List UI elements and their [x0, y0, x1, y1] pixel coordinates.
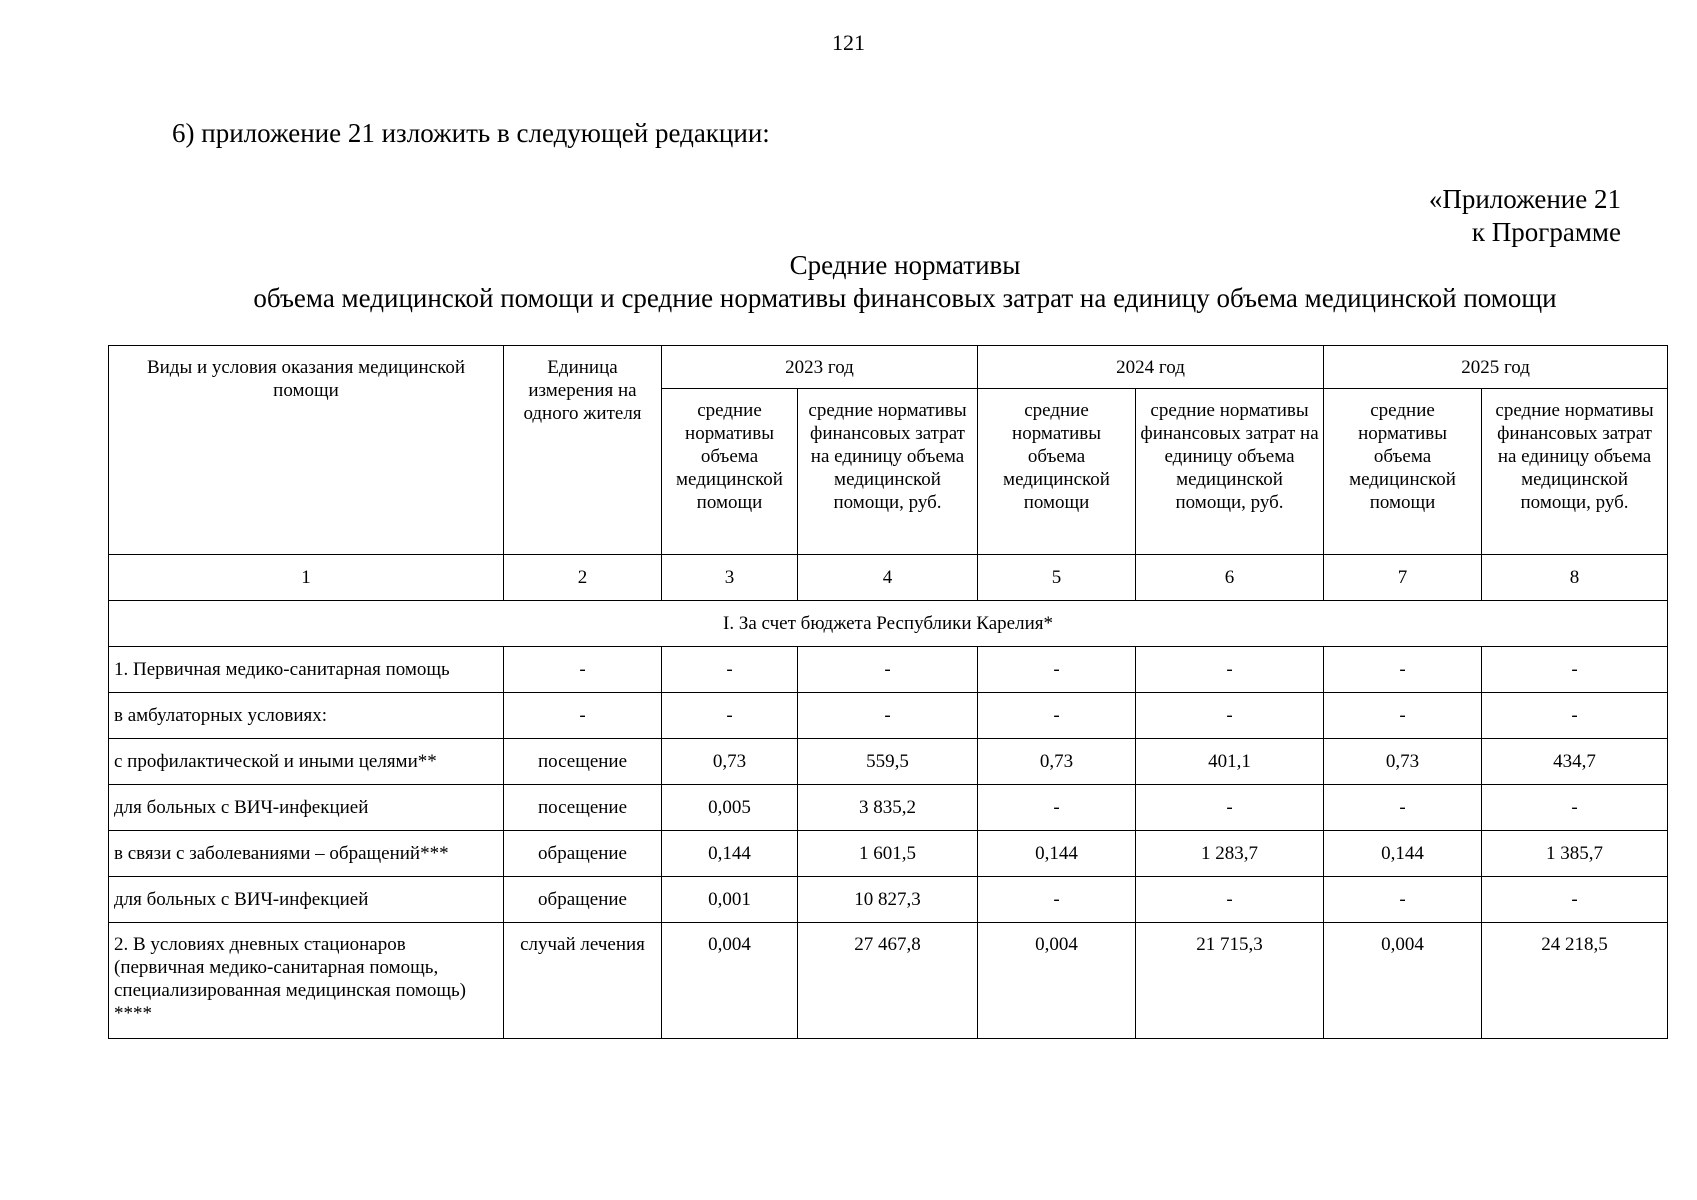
volume-2024: - [978, 647, 1136, 693]
table-row [109, 877, 1668, 923]
header-cost-2024: средние нормативы финансовых затрат на единицу объема медицинской помощи, руб. [1136, 389, 1324, 555]
row-unit: обращение [504, 831, 662, 877]
cost-2023: 3 835,2 [798, 785, 978, 831]
cost-2023: - [798, 693, 978, 739]
appendix-reference [1429, 183, 1621, 249]
header-volume-2023: средние нормативы объема медицинской помощи [662, 389, 798, 555]
row-name: для больных с ВИЧ-инфекцией [109, 877, 504, 923]
volume-2023: - [662, 693, 798, 739]
column-numbers-row [109, 555, 1668, 601]
volume-2023: 0,144 [662, 831, 798, 877]
table-row [109, 831, 1668, 877]
volume-2024: 0,144 [978, 831, 1136, 877]
header-year-2025: 2025 год [1324, 346, 1668, 389]
cost-2025: 24 218,5 [1482, 923, 1668, 1039]
appendix-line-1: «Приложение 21 [1428, 184, 1621, 214]
section-row [109, 601, 1668, 647]
cost-2024: 401,1 [1136, 739, 1324, 785]
row-name: с профилактической и иными целями** [109, 739, 504, 785]
table-row [109, 693, 1668, 739]
instruction-text: 6) приложение 21 изложить в следующей редакции: [172, 118, 770, 148]
header-year-2023: 2023 год [662, 346, 978, 389]
volume-2025: - [1324, 647, 1482, 693]
header-unit: Единица измерения на одного жителя [504, 346, 662, 555]
volume-2024: 0,004 [978, 923, 1136, 1039]
volume-2023: - [662, 647, 798, 693]
column-number: 3 [662, 555, 798, 601]
title-line-2: объема медицинской помощи и средние нормативы финансовых затрат на единицу объема медицинской помощи [253, 283, 1557, 313]
cost-2023: 10 827,3 [798, 877, 978, 923]
row-name: 2. В условиях дневных стационаров (первичная медико-санитарная помощь, специализированная медицинская помощь) **** [109, 923, 504, 1039]
row-name: в связи с заболеваниями – обращений*** [109, 831, 504, 877]
volume-2024: - [978, 693, 1136, 739]
cost-2025: 1 385,7 [1482, 831, 1668, 877]
row-unit: обращение [504, 877, 662, 923]
volume-2025: - [1324, 693, 1482, 739]
column-number: 2 [504, 555, 662, 601]
row-unit: посещение [504, 785, 662, 831]
cost-2024: - [1136, 647, 1324, 693]
volume-2025: - [1324, 785, 1482, 831]
header-cost-2023: средние нормативы финансовых затрат на единицу объема медицинской помощи, руб. [798, 389, 978, 555]
page-number: 121 [832, 30, 865, 55]
cost-2025: 434,7 [1482, 739, 1668, 785]
volume-2023: 0,005 [662, 785, 798, 831]
header-types: Виды и условия оказания медицинской помощи [109, 346, 504, 555]
cost-2025: - [1482, 877, 1668, 923]
row-unit: - [504, 693, 662, 739]
column-number: 8 [1482, 555, 1668, 601]
header-volume-2024: средние нормативы объема медицинской помощи [978, 389, 1136, 555]
cost-2023: 1 601,5 [798, 831, 978, 877]
appendix-line-2: к Программе [1471, 217, 1621, 247]
volume-2024: - [978, 785, 1136, 831]
row-unit: - [504, 647, 662, 693]
cost-2024: 21 715,3 [1136, 923, 1324, 1039]
cost-2024: 1 283,7 [1136, 831, 1324, 877]
title-line-1: Средние нормативы [789, 250, 1021, 280]
volume-2024: - [978, 877, 1136, 923]
cost-2024: - [1136, 877, 1324, 923]
volume-2025: 0,144 [1324, 831, 1482, 877]
header-row-years [109, 346, 1668, 389]
header-cost-2025: средние нормативы финансовых затрат на единицу объема медицинской помощи, руб. [1482, 389, 1668, 555]
cost-2024: - [1136, 785, 1324, 831]
section-title: I. За счет бюджета Республики Карелия* [109, 601, 1668, 647]
volume-2023: 0,004 [662, 923, 798, 1039]
column-number: 6 [1136, 555, 1324, 601]
volume-2025: 0,73 [1324, 739, 1482, 785]
table-row [109, 739, 1668, 785]
column-number: 5 [978, 555, 1136, 601]
column-number: 7 [1324, 555, 1482, 601]
column-number: 4 [798, 555, 978, 601]
volume-2023: 0,001 [662, 877, 798, 923]
cost-2024: - [1136, 693, 1324, 739]
row-name: в амбулаторных условиях: [109, 693, 504, 739]
cost-2025: - [1482, 785, 1668, 831]
row-name: 1. Первичная медико-санитарная помощь [109, 647, 504, 693]
norms-table [108, 345, 1668, 1039]
document-title [210, 249, 1600, 315]
cost-2023: - [798, 647, 978, 693]
table-row [109, 785, 1668, 831]
header-volume-2025: средние нормативы объема медицинской помощи [1324, 389, 1482, 555]
table-row [109, 647, 1668, 693]
cost-2023: 27 467,8 [798, 923, 978, 1039]
column-number: 1 [109, 555, 504, 601]
table-row [109, 923, 1668, 1039]
cost-2025: - [1482, 693, 1668, 739]
row-unit: посещение [504, 739, 662, 785]
volume-2025: - [1324, 877, 1482, 923]
volume-2024: 0,73 [978, 739, 1136, 785]
row-name: для больных с ВИЧ-инфекцией [109, 785, 504, 831]
cost-2023: 559,5 [798, 739, 978, 785]
row-unit: случай лечения [504, 923, 662, 1039]
header-year-2024: 2024 год [978, 346, 1324, 389]
volume-2023: 0,73 [662, 739, 798, 785]
cost-2025: - [1482, 647, 1668, 693]
volume-2025: 0,004 [1324, 923, 1482, 1039]
